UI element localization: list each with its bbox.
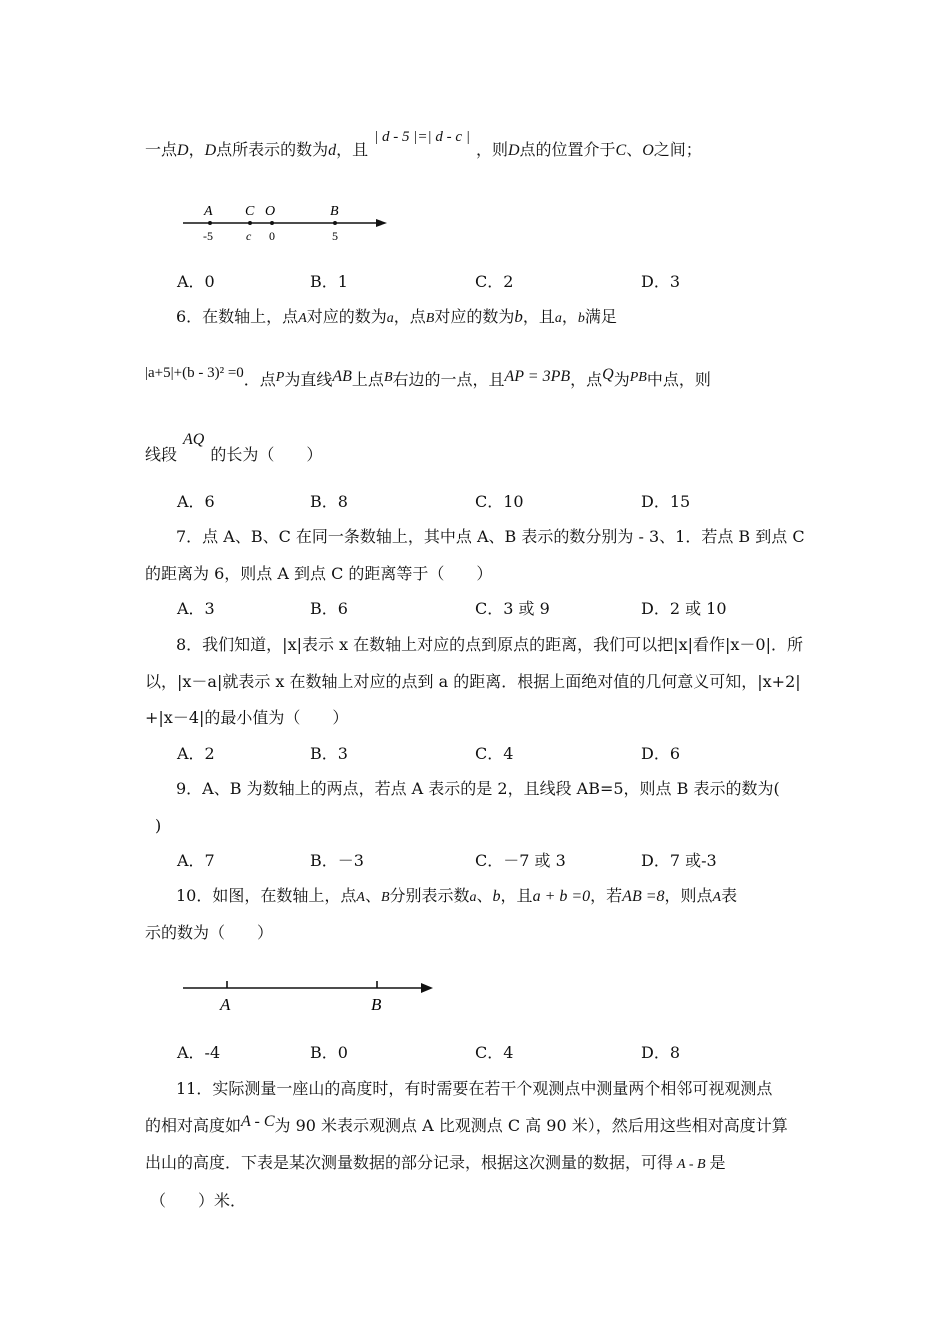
var: b: [492, 888, 501, 905]
var: P: [275, 370, 285, 385]
text: 点所表示的数为: [216, 140, 329, 159]
q6-options: [177, 492, 817, 512]
q7-options: [177, 599, 817, 619]
point-label-b: B: [330, 204, 339, 219]
option-b[interactable]: B．－3: [310, 851, 364, 870]
var: B: [383, 370, 393, 385]
var: d: [328, 142, 337, 159]
q10-options: [177, 1043, 817, 1063]
var: PB: [629, 370, 647, 385]
var: D: [177, 142, 189, 159]
text: 之间；: [653, 140, 702, 159]
option-c[interactable]: C．3 或 9: [475, 599, 550, 618]
var: Q: [602, 366, 614, 383]
option-c[interactable]: C．－7 或 3: [475, 851, 566, 870]
option-c[interactable]: C．10: [475, 492, 524, 511]
text: ，: [561, 307, 578, 326]
q8-line-2: 以，|x－a|就表示 x 在数轴上对应的点到 a 的距离．根据上面绝对值的几何意义可知，|x+2|: [145, 672, 801, 691]
q6-line-1: [176, 307, 617, 329]
q5-text-line: [145, 129, 702, 161]
text: 线段: [145, 445, 178, 464]
text: 6．在数轴上，点: [176, 307, 299, 326]
point-label-a: A: [220, 995, 231, 1014]
text: 10．如图，在数轴上，点: [176, 886, 357, 905]
option-d[interactable]: D．8: [641, 1043, 681, 1062]
var: b: [514, 307, 523, 326]
q10-number-line: [180, 975, 440, 1017]
option-b[interactable]: B．6: [310, 599, 348, 618]
text: 、: [626, 140, 643, 159]
text: ，: [188, 140, 205, 159]
q7-line-2: 的距离为 6，则点 A 到点 C 的距离等于（ ）: [145, 564, 493, 583]
point-label-c: C: [245, 204, 255, 219]
equation: AP = 3PB: [504, 368, 571, 385]
option-d[interactable]: D．15: [641, 492, 691, 511]
text: 的相对高度如: [145, 1116, 242, 1135]
point-label-o: O: [265, 204, 276, 219]
tick-value: 5: [332, 229, 338, 243]
point-label-b: B: [371, 995, 382, 1014]
var: AQ: [183, 431, 205, 448]
q9-line-1: 9．A、B 为数轴上的两点，若点 A 表示的是 2，且线段 AB=5，则点 B 表示的数为(: [176, 779, 780, 798]
abs-equation: | d - 5 |=| d - c |: [374, 129, 470, 145]
text: ，点: [393, 307, 426, 326]
q5-number-line: [180, 198, 395, 248]
option-a[interactable]: A．0: [177, 272, 215, 291]
text: 、: [364, 886, 381, 905]
text: 上点: [351, 370, 384, 389]
option-d[interactable]: D．3: [641, 272, 681, 291]
text: 表: [721, 886, 738, 905]
text: ，则: [475, 140, 508, 159]
point-label-a: A: [204, 204, 213, 219]
option-a[interactable]: A．6: [177, 492, 215, 511]
text: ，则点: [664, 886, 713, 905]
q8-options: [177, 744, 817, 764]
q7-line-1: 7．点 A、B、C 在同一条数轴上，其中点 A、B 表示的数分别为 - 3、1．若点 B 到点 C: [176, 527, 805, 546]
text: 的长为（ ）: [210, 445, 323, 464]
equation: AB =8: [622, 888, 665, 905]
text: ，且: [336, 140, 369, 159]
text: 为 90 米表示观测点 A 比观测点 C 高 90 米），然后用这些相对高度计算: [274, 1116, 788, 1135]
text: ．点: [243, 370, 276, 389]
q8-line-3: +|x－4|的最小值为（ ）: [145, 708, 349, 727]
text: ，且: [500, 886, 533, 905]
var: B: [380, 890, 390, 905]
option-a[interactable]: A．-4: [177, 1043, 221, 1062]
q11-line-2: [145, 1113, 788, 1137]
q6-line-2: [145, 365, 711, 392]
option-c[interactable]: C．4: [475, 1043, 514, 1062]
option-a[interactable]: A．2: [177, 744, 215, 763]
var: A: [356, 890, 365, 905]
q9-line-2: ): [155, 816, 162, 835]
var: b: [577, 311, 585, 326]
tick-value: -5: [203, 229, 213, 243]
text: ，且: [522, 307, 555, 326]
tick-value: 0: [269, 229, 275, 243]
text: 中点，则: [646, 370, 711, 389]
text: 对应的数为: [434, 307, 515, 326]
option-c[interactable]: C．2: [475, 272, 514, 291]
option-b[interactable]: B．8: [310, 492, 348, 511]
option-a[interactable]: A．3: [177, 599, 215, 618]
text: 对应的数为: [306, 307, 387, 326]
q8-line-1: 8．我们知道，|x|表示 x 在数轴上对应的点到原点的距离，我们可以把|x|看作|x－0|．所: [176, 635, 803, 654]
expression: A - C: [241, 1113, 275, 1130]
q11-line-1: 11．实际测量一座山的高度时，有时需要在若干个观测点中测量两个相邻可视观测点: [176, 1079, 773, 1098]
option-b[interactable]: B．1: [310, 272, 348, 291]
text: 出山的高度．下表是某次测量数据的部分记录，根据这次测量的数据，可得: [145, 1153, 674, 1172]
option-d[interactable]: D．7 或-3: [641, 851, 717, 870]
var: B: [425, 311, 435, 326]
var: D: [204, 142, 217, 159]
equation: a + b =0: [532, 888, 591, 905]
var: C: [615, 142, 627, 159]
text: 为直线: [284, 370, 333, 389]
q5-options: [177, 272, 817, 292]
q9-options: [177, 851, 817, 871]
expression: A - B: [677, 1157, 706, 1172]
text: 满足: [584, 307, 617, 326]
var: a: [386, 311, 394, 326]
q11-line-4: （ ）米．: [150, 1191, 247, 1210]
equation: |a+5|+(b - 3)² =0: [145, 365, 244, 381]
var: AB: [332, 368, 352, 385]
text: 、: [476, 886, 493, 905]
q11-line-3: [145, 1153, 726, 1175]
text: 一点: [145, 140, 178, 159]
text: 为: [613, 370, 630, 389]
option-b[interactable]: B．3: [310, 744, 348, 763]
q10-line-2: 示的数为（ ）: [145, 923, 274, 942]
var: D: [507, 142, 520, 159]
var: O: [642, 142, 654, 159]
var: a: [554, 311, 562, 326]
text: 是: [709, 1153, 726, 1172]
text: ，若: [590, 886, 623, 905]
option-a[interactable]: A．7: [177, 851, 215, 870]
var: A: [298, 311, 307, 326]
var: a: [469, 890, 477, 905]
tick-value: c: [246, 229, 252, 243]
text: 分别表示数: [389, 886, 470, 905]
text: 点的位置介于: [519, 140, 616, 159]
text: 右边的一点，且: [392, 370, 505, 389]
text: ，点: [570, 370, 603, 389]
option-d[interactable]: D．6: [641, 744, 681, 763]
q10-line-1: [176, 886, 737, 908]
option-b[interactable]: B．0: [310, 1043, 348, 1062]
var: A: [712, 890, 722, 905]
option-c[interactable]: C．4: [475, 744, 514, 763]
option-d[interactable]: D．2 或 10: [641, 599, 727, 618]
q6-line-3: [145, 431, 323, 466]
